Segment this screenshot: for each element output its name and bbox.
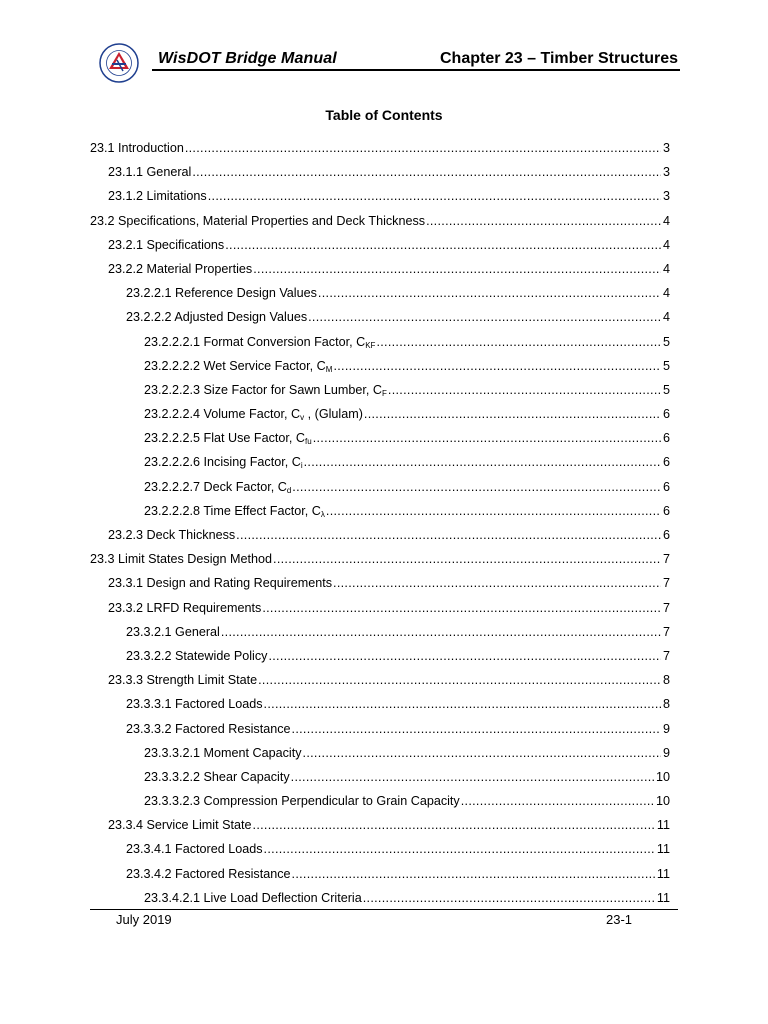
- toc-dot-leader: [225, 233, 661, 257]
- toc-dot-leader: [292, 717, 661, 741]
- toc-entry-title: [126, 644, 267, 668]
- toc-dot-leader: [268, 644, 661, 668]
- toc-entry-page: 7: [662, 552, 670, 567]
- toc-dot-leader: [388, 378, 661, 402]
- toc-entry[interactable]: [90, 547, 670, 571]
- toc-entry[interactable]: [90, 837, 670, 861]
- toc-entry[interactable]: [90, 184, 670, 208]
- toc-entry-page: 3: [662, 189, 670, 204]
- toc-entry-text: LRFD Requirements: [146, 600, 262, 615]
- toc-entry-title: [108, 233, 224, 257]
- toc-entry[interactable]: [90, 160, 670, 184]
- toc-entry-title: [108, 160, 191, 184]
- toc-dot-leader: [236, 523, 661, 547]
- toc-dot-leader: [208, 184, 661, 208]
- toc-dot-leader: [304, 450, 661, 474]
- toc-entry-text: Adjusted Design Values: [174, 310, 308, 325]
- toc-entry[interactable]: [90, 233, 670, 257]
- toc-entry-title: [144, 886, 362, 910]
- toc-entry-page: 7: [662, 576, 670, 591]
- toc-entry[interactable]: [90, 596, 670, 620]
- manual-title: WisDOT Bridge Manual: [158, 50, 337, 67]
- toc-entry-title: [108, 523, 235, 547]
- toc-entry-number: 23.3.3: [108, 673, 144, 688]
- toc-entry-number: 23.2: [90, 213, 115, 228]
- toc-entry-number: 23.2.2: [108, 261, 144, 276]
- toc-entry-subscript: fu: [305, 437, 312, 447]
- toc-entry-number: 23.1: [90, 141, 115, 155]
- toc-entry-text: Incising Factor, C: [203, 455, 301, 470]
- toc-entry-title: [126, 717, 291, 741]
- toc-entry-subscript: d: [286, 485, 292, 495]
- toc-entry-text: Factored Loads: [175, 697, 263, 712]
- toc-dot-leader: [292, 862, 656, 886]
- toc-entry-number: 23.3.1: [108, 576, 144, 591]
- toc-entry[interactable]: [90, 450, 670, 474]
- toc-entry-text: Shear Capacity: [203, 769, 290, 784]
- toc-entry-text: Format Conversion Factor, C: [203, 334, 366, 349]
- toc-entry[interactable]: [90, 523, 670, 547]
- toc-entry[interactable]: [90, 136, 670, 160]
- toc-entry-number: 23.3.4.2.1: [144, 890, 201, 905]
- toc-entry[interactable]: [90, 765, 670, 789]
- toc-entry-title: [126, 692, 263, 716]
- toc-entry-title: [144, 450, 303, 474]
- toc-entry-page: 10: [655, 769, 670, 784]
- toc-entry-page: 4: [662, 261, 670, 276]
- toc-entry-text: Strength Limit State: [146, 673, 258, 688]
- toc-dot-leader: [318, 281, 661, 305]
- toc-entry-title: [126, 620, 220, 644]
- toc-entry-title: [144, 475, 291, 499]
- toc-entry-title: [144, 789, 460, 813]
- toc-dot-leader: [292, 475, 661, 499]
- toc-entry-text: Limit States Design Method: [118, 552, 273, 567]
- toc-entry-number: 23.3.3.2: [126, 721, 172, 736]
- toc-entry[interactable]: [90, 378, 670, 402]
- footer-page-number: 23-1: [606, 912, 633, 927]
- toc-entry[interactable]: [90, 620, 670, 644]
- toc-entry-number: 23.3: [90, 552, 115, 567]
- toc-entry-number: 23.3.3.1: [126, 697, 172, 712]
- toc-entry-subscript: v: [300, 413, 305, 423]
- header-rule: [152, 69, 680, 71]
- toc-entry[interactable]: [90, 789, 670, 813]
- toc-entry-number: 23.2.2.2.7: [144, 479, 201, 494]
- toc-entry-page: 4: [662, 310, 670, 325]
- toc-entry-text: Moment Capacity: [203, 745, 302, 760]
- toc-entry-text: Wet Service Factor, C: [203, 358, 326, 373]
- toc-entry-title: [144, 426, 312, 450]
- toc-entry-subscript: KF: [365, 340, 376, 350]
- toc-entry-text: Factored Resistance: [175, 721, 291, 736]
- toc-dot-leader: [363, 886, 656, 910]
- toc-entry-number: 23.3.2.2: [126, 648, 172, 663]
- toc-entry-text: Factored Resistance: [175, 866, 291, 881]
- toc-entry-subscript: F: [382, 388, 387, 398]
- toc-entry[interactable]: [90, 571, 670, 595]
- toc-entry-page: 9: [662, 745, 670, 760]
- toc-entry-number: 23.1.1: [108, 165, 144, 180]
- toc-entry-title: [108, 668, 257, 692]
- toc-entry[interactable]: [90, 281, 670, 305]
- toc-dot-leader: [313, 426, 661, 450]
- toc-title: Table of Contents: [325, 107, 443, 123]
- toc-entry-page: 4: [662, 286, 670, 301]
- toc-entry-number: 23.2.3: [108, 528, 144, 542]
- footer-date: July 2019: [116, 912, 172, 927]
- toc-entry-page: 5: [662, 334, 670, 349]
- toc-dot-leader: [192, 160, 661, 184]
- toc-entry-title: [144, 402, 363, 426]
- toc-dot-leader: [253, 257, 661, 281]
- toc-entry-title: [144, 765, 290, 789]
- toc-entry-subscript: M: [325, 364, 333, 374]
- toc-entry[interactable]: [90, 209, 670, 233]
- toc-entry-title: [126, 305, 307, 329]
- toc-entry-title: [90, 547, 272, 571]
- toc-entry[interactable]: [90, 692, 670, 716]
- chapter-title: Chapter 23 – Timber Structures: [439, 50, 678, 67]
- toc-entry-page: 11: [656, 842, 670, 857]
- toc-entry-title: [108, 813, 252, 837]
- toc-entry-title: [144, 354, 332, 378]
- toc-entry[interactable]: [90, 354, 670, 378]
- toc-entry-page: 11: [656, 818, 670, 833]
- toc-entry-text: Statewide Policy: [175, 648, 268, 663]
- toc-entry-text: Factored Loads: [175, 842, 263, 857]
- toc-dot-leader: [264, 837, 656, 861]
- toc-entry[interactable]: [90, 305, 670, 329]
- toc-dot-leader: [461, 789, 655, 813]
- toc-entry-number: 23.3.3.2.2: [144, 769, 201, 784]
- toc-entry-number: 23.3.4.1: [126, 842, 172, 857]
- toc-dot-leader: [262, 596, 661, 620]
- toc-entry-number: 23.3.2.1: [126, 624, 172, 639]
- toc-entry-text: General: [146, 165, 192, 180]
- toc-entry-page: 6: [662, 431, 670, 446]
- toc-dot-leader: [273, 547, 661, 571]
- toc-entry-title: [108, 571, 332, 595]
- toc-entry-page: 10: [655, 794, 670, 809]
- toc-entry-text: Live Load Deflection Criteria: [203, 890, 362, 905]
- toc-entry-subscript: i: [300, 461, 303, 471]
- toc-entry-page: 6: [662, 479, 670, 494]
- toc-entry-title: [144, 741, 302, 765]
- toc-entry-page: 5: [662, 358, 670, 373]
- toc-entry-page: 4: [662, 237, 670, 252]
- toc-entry[interactable]: [90, 886, 670, 910]
- toc-entry-text: Time Effect Factor, C: [203, 503, 321, 518]
- toc-entry[interactable]: [90, 257, 670, 281]
- toc-entry-page: 3: [662, 141, 670, 155]
- toc-entry-text: Deck Factor, C: [203, 479, 287, 494]
- toc-entry[interactable]: [90, 475, 670, 499]
- toc-entry[interactable]: [90, 330, 670, 354]
- toc-entry-text: Limitations: [146, 189, 207, 204]
- toc-entry-number: 23.2.2.2.6: [144, 455, 201, 470]
- toc-dot-leader: [376, 330, 661, 354]
- toc-entry-number: 23.3.3.2.3: [144, 794, 201, 809]
- toc-entry[interactable]: [90, 717, 670, 741]
- toc-entry-page: 6: [662, 455, 670, 470]
- toc-entry-title: [144, 378, 387, 402]
- toc-entry-title: [126, 281, 317, 305]
- wisdot-logo: [98, 42, 140, 84]
- toc-entry-text: Material Properties: [146, 261, 253, 276]
- toc-entry-page: 8: [662, 697, 670, 712]
- toc-dot-leader: [291, 765, 655, 789]
- toc-entry-page: 6: [662, 528, 670, 542]
- toc-entry-page: 4: [662, 213, 670, 228]
- table-of-contents: [90, 136, 670, 910]
- toc-entry-page: 11: [656, 866, 670, 881]
- toc-entry-number: 23.2.2.2.5: [144, 431, 201, 446]
- toc-entry-page: 7: [662, 600, 670, 615]
- toc-dot-leader: [303, 741, 661, 765]
- toc-entry-text: Design and Rating Requirements: [146, 576, 333, 591]
- toc-entry[interactable]: [90, 862, 670, 886]
- toc-dot-leader: [185, 136, 661, 160]
- toc-entry[interactable]: [90, 813, 670, 837]
- toc-dot-leader: [253, 813, 656, 837]
- toc-entry-page: 5: [662, 382, 670, 397]
- toc-entry-number: 23.2.2.2: [126, 310, 172, 325]
- toc-entry-title: [126, 837, 263, 861]
- toc-entry-number: 23.2.2.2.4: [144, 407, 201, 422]
- toc-entry-text: Specifications, Material Properties and Deck Thickness: [118, 213, 426, 228]
- toc-entry-number: 23.2.1: [108, 237, 144, 252]
- toc-entry-text: General: [175, 624, 220, 639]
- toc-entry-page: 7: [662, 624, 670, 639]
- toc-entry-text: Reference Design Values: [175, 286, 317, 301]
- toc-entry-number: 23.2.2.2.8: [144, 503, 201, 518]
- toc-entry[interactable]: [90, 426, 670, 450]
- footer-rule: [90, 909, 678, 910]
- toc-entry-page: 11: [656, 890, 670, 905]
- toc-entry-page: 7: [662, 648, 670, 663]
- toc-entry-title: [108, 257, 252, 281]
- toc-entry-page: 8: [662, 673, 670, 688]
- toc-entry[interactable]: [90, 644, 670, 668]
- toc-entry[interactable]: [90, 499, 670, 523]
- toc-entry-number: 23.1.2: [108, 189, 144, 204]
- toc-dot-leader: [333, 354, 661, 378]
- toc-entry-text: Service Limit State: [146, 818, 252, 833]
- toc-entry-text: Deck Thickness: [146, 528, 236, 542]
- toc-dot-leader: [264, 692, 661, 716]
- toc-entry-text: Volume Factor, C: [203, 407, 301, 422]
- toc-entry-number: 23.2.2.2.3: [144, 382, 201, 397]
- toc-entry-title: [144, 330, 375, 354]
- toc-entry-number: 23.2.2.2.2: [144, 358, 201, 373]
- toc-entry-subscript: λ: [320, 509, 325, 519]
- toc-entry[interactable]: [90, 741, 670, 765]
- toc-entry-title: [90, 136, 184, 160]
- toc-entry-text: Introduction: [118, 141, 184, 155]
- toc-dot-leader: [221, 620, 661, 644]
- toc-entry-page: 3: [662, 165, 670, 180]
- toc-entry-text: Flat Use Factor, C: [203, 431, 306, 446]
- toc-entry-title: [90, 209, 425, 233]
- toc-dot-leader: [364, 402, 661, 426]
- toc-entry-page: 6: [662, 503, 670, 518]
- toc-entry-number: 23.3.2: [108, 600, 144, 615]
- toc-entry[interactable]: [90, 402, 670, 426]
- toc-entry-number: 23.2.2.1: [126, 286, 172, 301]
- toc-entry-page: 9: [662, 721, 670, 736]
- toc-entry-text: Compression Perpendicular to Grain Capacity: [203, 794, 460, 809]
- toc-dot-leader: [308, 305, 661, 329]
- toc-dot-leader: [326, 499, 661, 523]
- toc-dot-leader: [258, 668, 661, 692]
- toc-entry-number: 23.3.3.2.1: [144, 745, 201, 760]
- toc-entry-title: [126, 862, 291, 886]
- toc-entry-text: Size Factor for Sawn Lumber, C: [203, 382, 383, 397]
- toc-entry-number: 23.3.4: [108, 818, 144, 833]
- toc-dot-leader: [333, 571, 661, 595]
- toc-dot-leader: [426, 209, 661, 233]
- toc-entry[interactable]: [90, 668, 670, 692]
- toc-entry-suffix: , (Glulam): [304, 407, 363, 422]
- toc-entry-title: [144, 499, 325, 523]
- toc-entry-page: 6: [662, 407, 670, 422]
- toc-entry-number: 23.3.4.2: [126, 866, 172, 881]
- toc-entry-text: Specifications: [146, 237, 225, 252]
- toc-entry-title: [108, 184, 207, 208]
- toc-entry-title: [108, 596, 261, 620]
- toc-entry-number: 23.2.2.2.1: [144, 334, 201, 349]
